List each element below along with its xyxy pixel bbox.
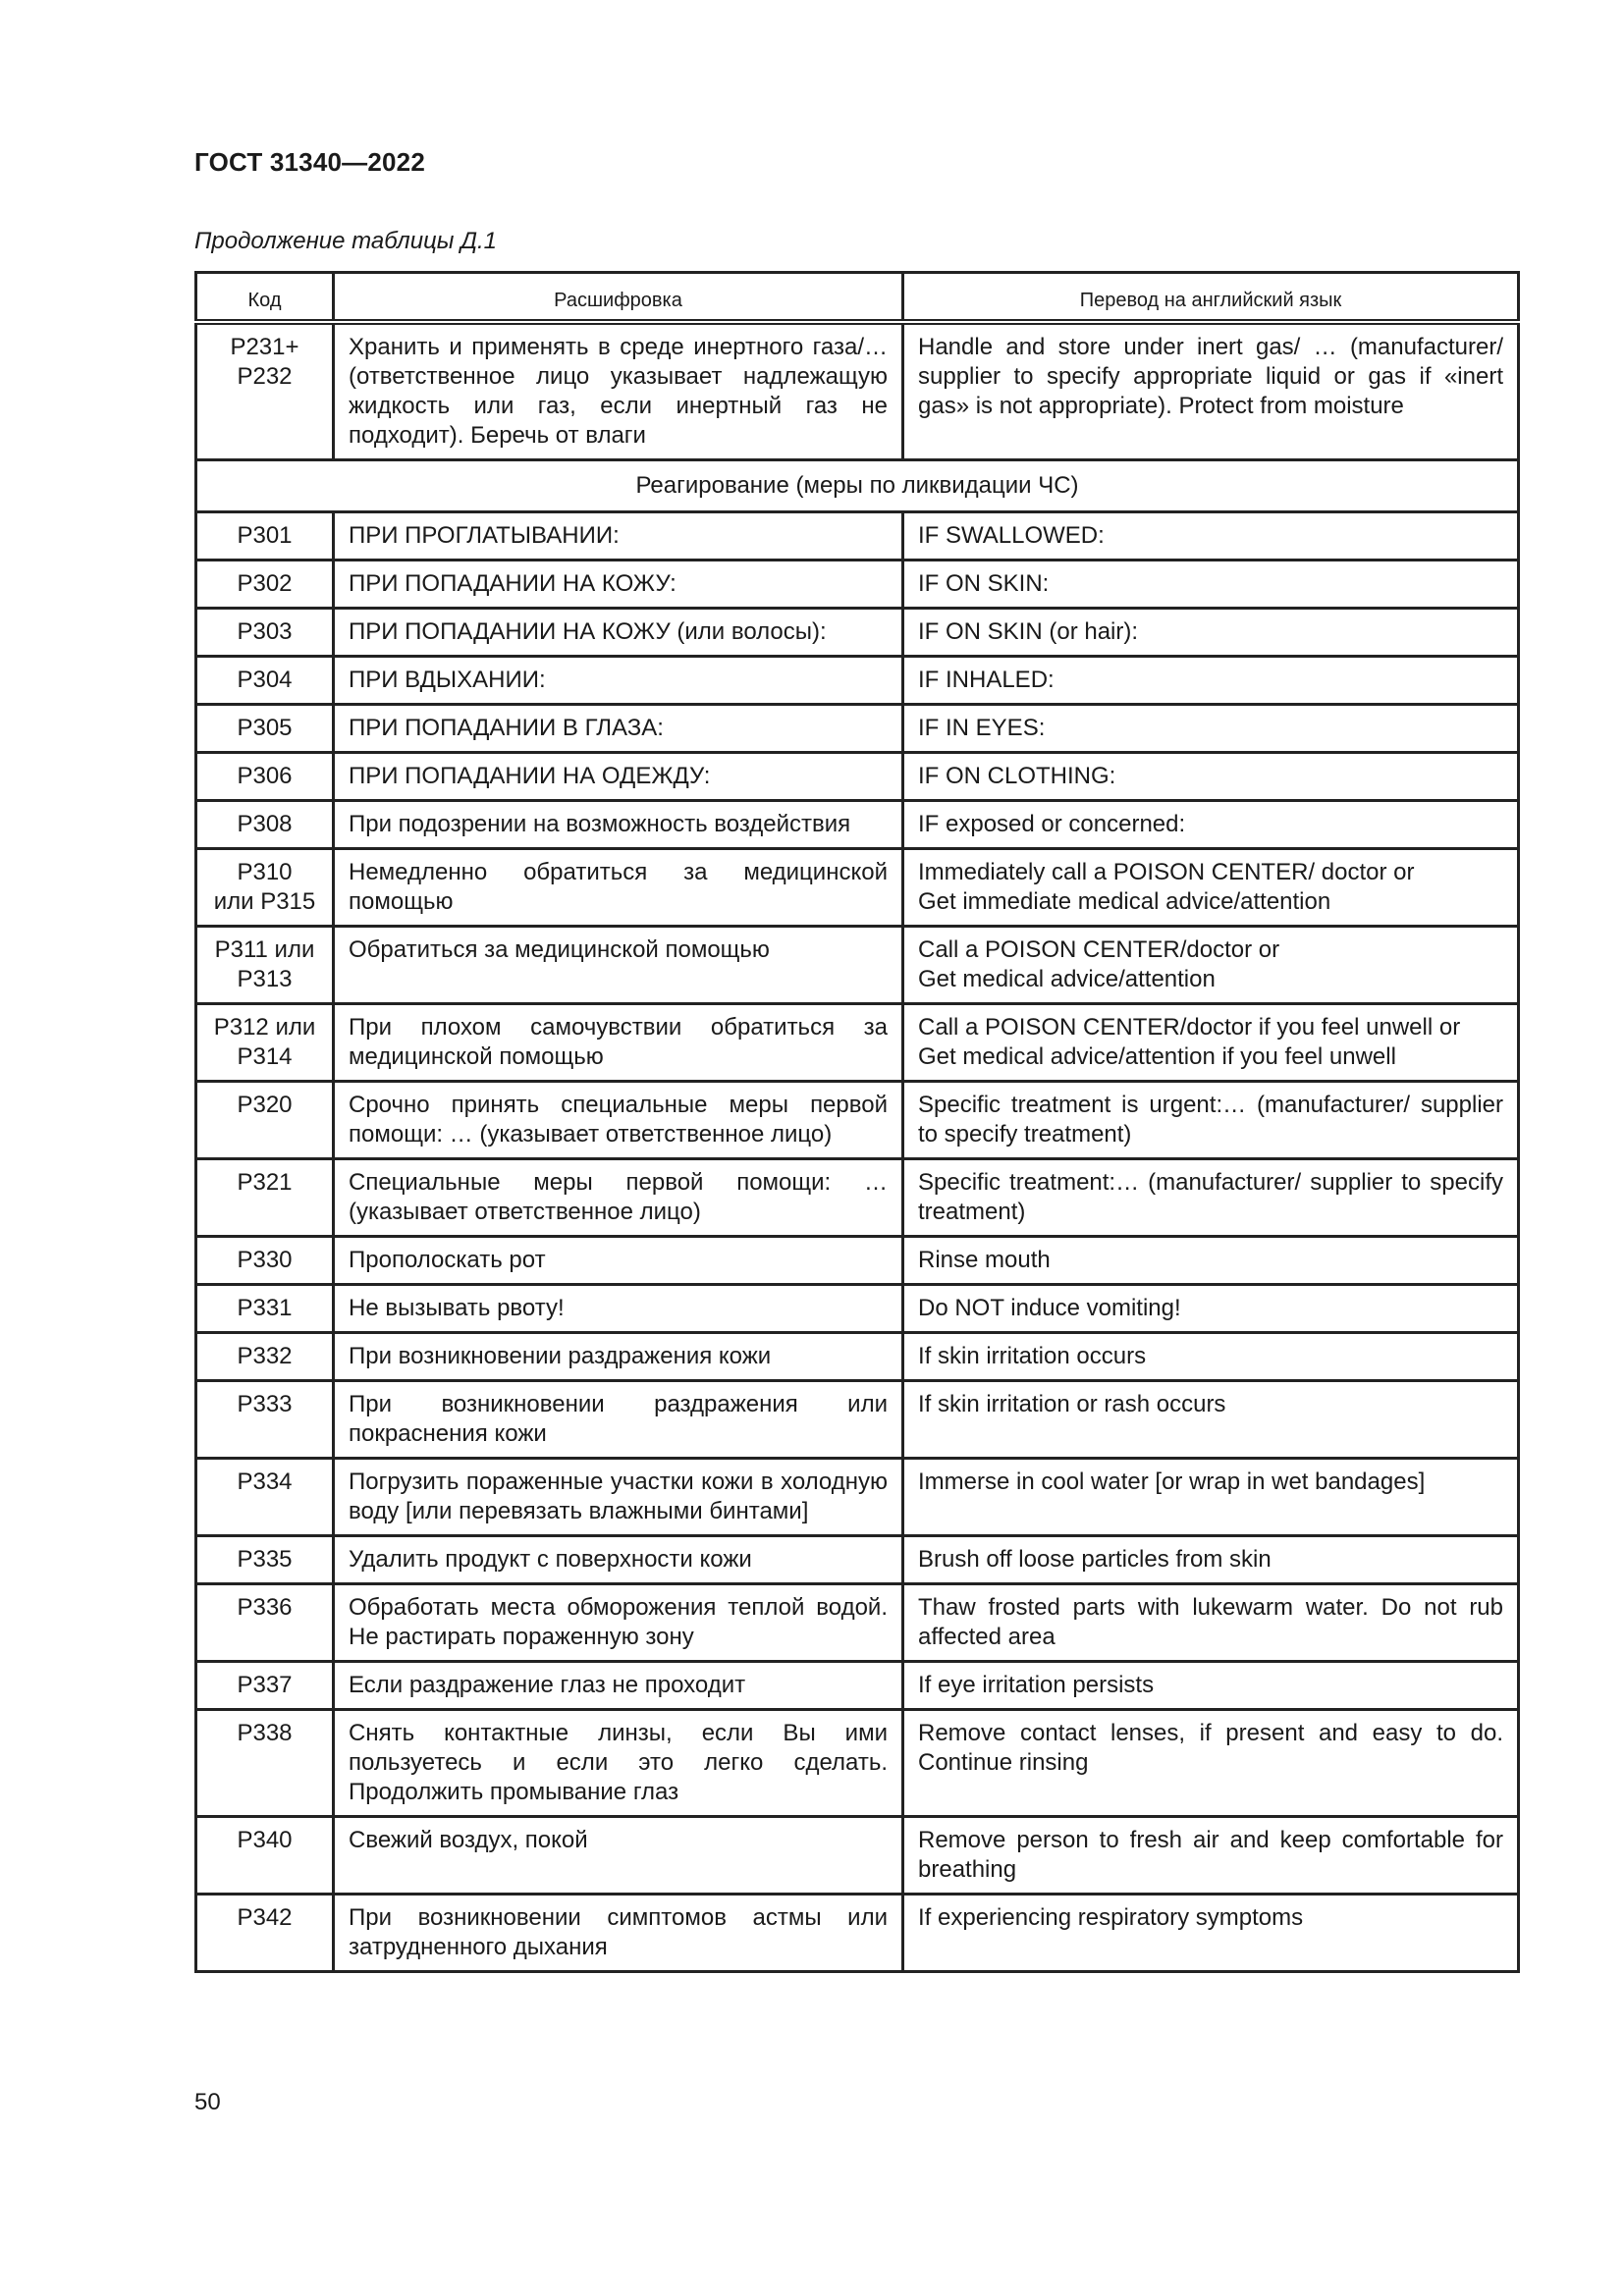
translation-cell: Remove contact lenses, if present and easy to do. Continue rinsing bbox=[903, 1710, 1519, 1817]
code-cell: P312 или P314 bbox=[196, 1004, 334, 1082]
table-row bbox=[196, 1662, 1519, 1710]
table-row bbox=[196, 322, 1519, 460]
translation-cell: Thaw frosted parts with lukewarm water. Do not rub affected area bbox=[903, 1584, 1519, 1662]
code-cell: P331 bbox=[196, 1285, 334, 1333]
code-cell: P304 bbox=[196, 657, 334, 705]
translation-cell: Call a POISON CENTER/doctor or Get medical advice/attention bbox=[903, 927, 1519, 1004]
description-cell: Свежий воздух, покой bbox=[334, 1817, 903, 1895]
code-cell: P333 bbox=[196, 1381, 334, 1459]
code-cell: P231+ P232 bbox=[196, 322, 334, 460]
table-row bbox=[196, 1536, 1519, 1584]
table-row bbox=[196, 705, 1519, 753]
translation-cell: IF ON SKIN (or hair): bbox=[903, 609, 1519, 657]
translation-cell: Do NOT induce vomiting! bbox=[903, 1285, 1519, 1333]
code-cell: P305 bbox=[196, 705, 334, 753]
table-continuation-caption: Продолжение таблицы Д.1 bbox=[194, 228, 498, 254]
translation-cell: Specific treatment is urgent:… (manufacturer/ supplier to specify treatment) bbox=[903, 1082, 1519, 1159]
code-cell: P302 bbox=[196, 561, 334, 609]
translation-cell: IF ON SKIN: bbox=[903, 561, 1519, 609]
description-cell: Удалить продукт с поверхности кожи bbox=[334, 1536, 903, 1584]
translation-cell: IF INHALED: bbox=[903, 657, 1519, 705]
table-row bbox=[196, 1710, 1519, 1817]
description-cell: ПРИ ПОПАДАНИИ НА КОЖУ (или волосы): bbox=[334, 609, 903, 657]
code-cell: P310 или P315 bbox=[196, 849, 334, 927]
table-row bbox=[196, 1237, 1519, 1285]
table-row bbox=[196, 801, 1519, 849]
translation-cell: Specific treatment:… (manufacturer/ supplier to specify treatment) bbox=[903, 1159, 1519, 1237]
translation-cell: IF IN EYES: bbox=[903, 705, 1519, 753]
code-cell: P301 bbox=[196, 512, 334, 561]
table-row bbox=[196, 1333, 1519, 1381]
description-cell: Не вызывать рвоту! bbox=[334, 1285, 903, 1333]
description-cell: При возникновении раздражения кожи bbox=[334, 1333, 903, 1381]
code-cell: P336 bbox=[196, 1584, 334, 1662]
description-cell: Специальные меры первой помощи: … (указывает ответственное лицо) bbox=[334, 1159, 903, 1237]
description-cell: ПРИ ПРОГЛАТЫВАНИИ: bbox=[334, 512, 903, 561]
table-body-storage bbox=[196, 322, 1519, 460]
code-cell: P335 bbox=[196, 1536, 334, 1584]
document-number: ГОСТ 31340—2022 bbox=[194, 147, 425, 177]
translation-cell: Brush off loose particles from skin bbox=[903, 1536, 1519, 1584]
description-cell: При плохом самочувствии обратиться за медицинской помощью bbox=[334, 1004, 903, 1082]
translation-cell: Immediately call a POISON CENTER/ doctor or Get immediate medical advice/attention bbox=[903, 849, 1519, 927]
description-cell: При возникновении симптомов астмы или затрудненного дыхания bbox=[334, 1895, 903, 1972]
code-cell: P338 bbox=[196, 1710, 334, 1817]
code-cell: P330 bbox=[196, 1237, 334, 1285]
table-row bbox=[196, 657, 1519, 705]
code-cell: P337 bbox=[196, 1662, 334, 1710]
code-cell: P334 bbox=[196, 1459, 334, 1536]
description-cell: Погрузить пораженные участки кожи в холодную воду [или перевязать влажными бинтами] bbox=[334, 1459, 903, 1536]
description-cell: ПРИ ПОПАДАНИИ НА ОДЕЖДУ: bbox=[334, 753, 903, 801]
table-row bbox=[196, 609, 1519, 657]
description-cell: Хранить и применять в среде инертного газа/…(ответственное лицо указывает надлежащую жидкость или газ, если инертный газ не подходит). Беречь от влаги bbox=[334, 322, 903, 460]
page-number: 50 bbox=[194, 2089, 221, 2115]
translation-cell: Handle and store under inert gas/ … (manufacturer/ supplier to specify appropriate liquid or gas if «inert gas» is not appropriate). Protect from moisture bbox=[903, 322, 1519, 460]
code-cell: P311 или P313 bbox=[196, 927, 334, 1004]
translation-cell: IF SWALLOWED: bbox=[903, 512, 1519, 561]
description-cell: При возникновении раздражения или покраснения кожи bbox=[334, 1381, 903, 1459]
section-row bbox=[196, 460, 1519, 512]
translation-cell: Remove person to fresh air and keep comfortable for breathing bbox=[903, 1817, 1519, 1895]
translation-cell: If skin irritation or rash occurs bbox=[903, 1381, 1519, 1459]
description-cell: ПРИ ПОПАДАНИИ НА КОЖУ: bbox=[334, 561, 903, 609]
code-cell: P340 bbox=[196, 1817, 334, 1895]
code-cell: P332 bbox=[196, 1333, 334, 1381]
column-header-translation: Перевод на английский язык bbox=[903, 273, 1519, 323]
code-cell: P320 bbox=[196, 1082, 334, 1159]
description-cell: ПРИ ВДЫХАНИИ: bbox=[334, 657, 903, 705]
code-cell: P321 bbox=[196, 1159, 334, 1237]
table-row bbox=[196, 1584, 1519, 1662]
translation-cell: Call a POISON CENTER/doctor if you feel unwell or Get medical advice/attention if you feel unwell bbox=[903, 1004, 1519, 1082]
table-row bbox=[196, 1285, 1519, 1333]
table-row bbox=[196, 561, 1519, 609]
hazard-codes-table bbox=[194, 271, 1520, 1973]
description-cell: Обратиться за медицинской помощью bbox=[334, 927, 903, 1004]
code-cell: P308 bbox=[196, 801, 334, 849]
table-row bbox=[196, 753, 1519, 801]
description-cell: ПРИ ПОПАДАНИИ В ГЛАЗА: bbox=[334, 705, 903, 753]
table-row bbox=[196, 927, 1519, 1004]
table-row bbox=[196, 1082, 1519, 1159]
translation-cell: Rinse mouth bbox=[903, 1237, 1519, 1285]
description-cell: Срочно принять специальные меры первой помощи: … (указывает ответственное лицо) bbox=[334, 1082, 903, 1159]
section-title: Реагирование (меры по ликвидации ЧС) bbox=[196, 460, 1519, 512]
translation-cell: If skin irritation occurs bbox=[903, 1333, 1519, 1381]
description-cell: При подозрении на возможность воздействия bbox=[334, 801, 903, 849]
table-row bbox=[196, 512, 1519, 561]
description-cell: Немедленно обратиться за медицинской помощью bbox=[334, 849, 903, 927]
translation-cell: If experiencing respiratory symptoms bbox=[903, 1895, 1519, 1972]
code-cell: P342 bbox=[196, 1895, 334, 1972]
table-row bbox=[196, 1459, 1519, 1536]
table-row bbox=[196, 1159, 1519, 1237]
description-cell: Если раздражение глаз не проходит bbox=[334, 1662, 903, 1710]
table-body-response bbox=[196, 512, 1519, 1972]
table-row bbox=[196, 1004, 1519, 1082]
table-row bbox=[196, 1817, 1519, 1895]
column-header-description: Расшифровка bbox=[334, 273, 903, 323]
translation-cell: If eye irritation persists bbox=[903, 1662, 1519, 1710]
description-cell: Обработать места обморожения теплой водой. Не растирать пораженную зону bbox=[334, 1584, 903, 1662]
description-cell: Снять контактные линзы, если Вы ими пользуетесь и если это легко сделать. Продолжить промывание глаз bbox=[334, 1710, 903, 1817]
translation-cell: Immerse in cool water [or wrap in wet bandages] bbox=[903, 1459, 1519, 1536]
translation-cell: IF exposed or concerned: bbox=[903, 801, 1519, 849]
table-row bbox=[196, 1895, 1519, 1972]
translation-cell: IF ON CLOTHING: bbox=[903, 753, 1519, 801]
table-header-row bbox=[196, 273, 1519, 323]
description-cell: Прополоскать рот bbox=[334, 1237, 903, 1285]
column-header-code: Код bbox=[196, 273, 334, 323]
code-cell: P306 bbox=[196, 753, 334, 801]
table-row bbox=[196, 1381, 1519, 1459]
table-row bbox=[196, 849, 1519, 927]
code-cell: P303 bbox=[196, 609, 334, 657]
